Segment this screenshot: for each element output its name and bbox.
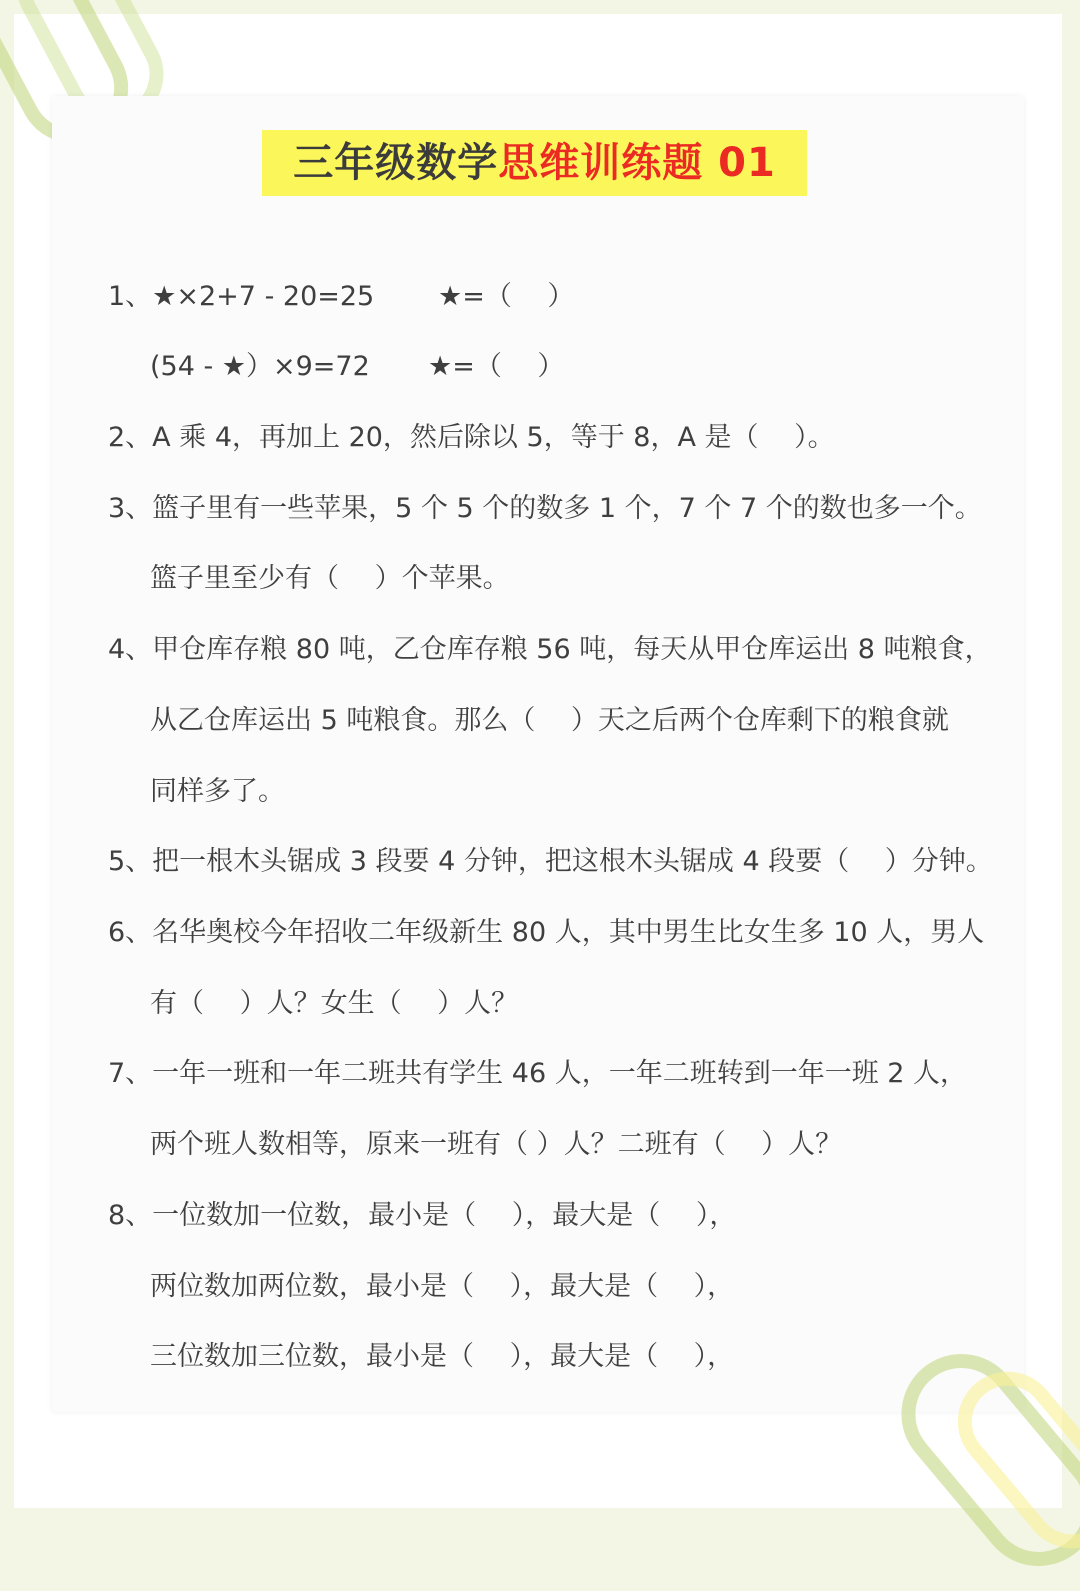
question-text: 从乙仓库运出 5 吨粮食。那么（ ）天之后两个仓库剩下的粮食就 (150, 705, 949, 736)
question-8-line-2 (150, 1270, 734, 1304)
question-6-line-1 (108, 916, 984, 950)
title-part-2: 思维训练题 01 (498, 140, 776, 186)
question-text: 1、★×2+7 - 20=25 (108, 281, 375, 312)
question-4-line-1 (108, 633, 992, 667)
question-text: 3、篮子里有一些苹果，5 个 5 个的数多 1 个，7 个 7 个的数也多一个。 (108, 493, 982, 524)
question-text: 5、把一根木头锯成 3 段要 4 分钟，把这根木头锯成 4 段要（ ）分钟。 (108, 846, 993, 877)
question-text: 8、一位数加一位数，最小是（ ），最大是（ ）， (108, 1200, 737, 1231)
question-text: 三位数加三位数，最小是（ ），最大是（ ）， (150, 1341, 735, 1372)
question-4-line-3 (150, 775, 285, 809)
question-1-answer-1 (438, 280, 574, 314)
question-1-line-1 (108, 280, 374, 314)
answer-blank: ★=（ ） (428, 351, 565, 382)
question-text: 有（ ）人？女生（ ）人？ (150, 988, 519, 1019)
question-1-answer-2 (428, 350, 564, 384)
question-8-line-1 (108, 1199, 736, 1233)
title-part-1: 三年级数学 (293, 140, 499, 186)
question-4-line-2 (150, 704, 949, 738)
question-text: 7、一年一班和一年二班共有学生 46 人，一年二班转到一年一班 2 人， (108, 1058, 968, 1089)
question-3-line-2 (150, 562, 510, 596)
question-text: 同样多了。 (150, 776, 285, 807)
question-text: (54 - ★）×9=72 (150, 351, 370, 382)
question-text: 两位数加两位数，最小是（ ），最大是（ ）， (150, 1271, 735, 1302)
question-text: 6、名华奥校今年招收二年级新生 80 人，其中男生比女生多 10 人，男人 (108, 917, 985, 948)
question-3-line-1 (108, 492, 982, 526)
question-7-line-2 (150, 1128, 842, 1162)
question-7-line-1 (108, 1057, 967, 1091)
answer-blank: ★=（ ） (438, 281, 575, 312)
question-5 (108, 845, 993, 879)
question-text: 2、A 乘 4，再加上 20，然后除以 5，等于 8，A 是（ ）。 (108, 422, 835, 453)
page-title (262, 130, 807, 196)
question-1-line-2 (150, 350, 370, 384)
question-2 (108, 421, 835, 455)
question-8-line-3 (150, 1340, 734, 1374)
question-text: 篮子里至少有（ ）个苹果。 (150, 563, 510, 594)
question-text: 两个班人数相等，原来一班有（ ）人？二班有（ ）人？ (150, 1129, 843, 1160)
question-text: 4、甲仓库存粮 80 吨，乙仓库存粮 56 吨，每天从甲仓库运出 8 吨粮食， (108, 634, 992, 665)
question-6-line-2 (150, 987, 518, 1021)
